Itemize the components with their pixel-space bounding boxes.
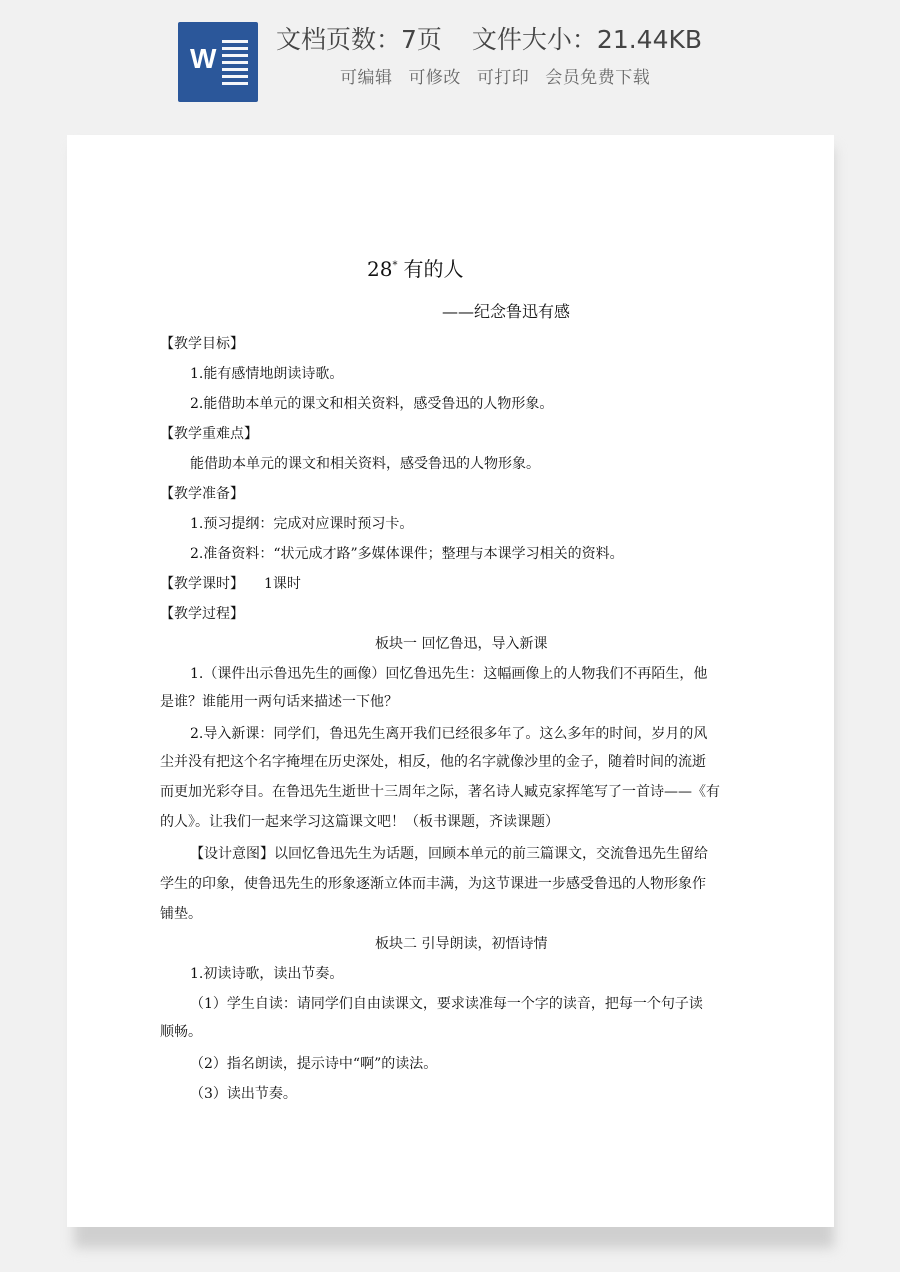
paragraph1-line1: 1.（课件出示鲁迅先生的画像）回忆鲁迅先生：这幅画像上的人物我们不再陌生，他 <box>190 666 708 682</box>
document-info-header <box>0 0 900 120</box>
word-icon-lines <box>222 40 248 89</box>
paragraph2-line1: 2.导入新课：同学们，鲁迅先生离开我们已经很多年了。这么多年的时间，岁月的风 <box>190 726 708 742</box>
key-item-1: 能借助本单元的课文和相关资料，感受鲁迅的人物形象。 <box>190 456 540 472</box>
lesson-title <box>367 253 463 282</box>
word-icon-letter: W <box>190 43 217 74</box>
prep-heading: 【教学准备】 <box>160 486 244 502</box>
feature-list <box>340 64 660 92</box>
paragraph2-line2: 尘并没有把这个名字掩埋在历史深处，相反，他的名字就像沙里的金子，随着时间的流逝 <box>160 754 706 770</box>
step1-sub3-line: （3）读出节奏。 <box>190 1086 297 1102</box>
process-heading: 【教学过程】 <box>160 606 244 622</box>
prep-item-1: 1.预习提纲：完成对应课时预习卡。 <box>190 516 414 532</box>
hours-label: 【教学课时】 <box>160 576 244 592</box>
design-intent-line2: 学生的印象，使鲁迅先生的形象逐渐立体而丰满，为这节课进一步感受鲁迅的人物形象作 <box>160 876 706 892</box>
goal-heading: 【教学目标】 <box>160 336 244 352</box>
prep-item-2: 2.准备资料：“状元成才路”多媒体课件；整理与本课学习相关的资料。 <box>190 546 624 562</box>
block2-title: 板块二 引导朗读，初悟诗情 <box>375 936 548 952</box>
goal-item-1: 1.能有感情地朗读诗歌。 <box>190 366 344 382</box>
design-intent-line1: 【设计意图】以回忆鲁迅先生为话题，回顾本单元的前三篇课文，交流鲁迅先生留给 <box>190 846 708 862</box>
step1-line: 1.初读诗歌，读出节奏。 <box>190 966 344 982</box>
feature-printable: 可打印 <box>476 68 530 88</box>
hours-value: 1课时 <box>264 576 301 592</box>
title-text: 有的人 <box>403 257 464 281</box>
title-number: 28 <box>367 257 393 281</box>
step1-sub2-line: （2）指名朗读，提示诗中“啊”的读法。 <box>190 1056 438 1072</box>
lesson-subtitle: ——纪念鲁迅有感 <box>442 302 571 321</box>
title-mark: * <box>392 260 398 272</box>
goal-item-2: 2.能借助本单元的课文和相关资料，感受鲁迅的人物形象。 <box>190 396 554 412</box>
design-intent-line3: 铺垫。 <box>160 906 202 922</box>
hours-heading <box>160 573 301 593</box>
file-size: 文件大小：21.44KB <box>471 25 703 54</box>
document-page <box>67 135 834 1227</box>
key-heading: 【教学重难点】 <box>160 426 258 442</box>
paragraph2-line4: 的人》。让我们一起来学习这篇课文吧！（板书课题，齐读课题） <box>160 814 559 830</box>
step1-sub1-line1: （1）学生自读：请同学们自由读课文，要求读准每一个字的读音，把每一个句子读 <box>190 996 703 1012</box>
block1-title: 板块一 回忆鲁迅，导入新课 <box>375 636 548 652</box>
feature-editable: 可编辑 <box>340 68 393 88</box>
word-document-icon <box>178 22 258 102</box>
file-stats <box>276 22 702 58</box>
step1-sub1-line2: 顺畅。 <box>160 1024 202 1040</box>
feature-modifiable: 可修改 <box>408 68 461 88</box>
paragraph1-line2: 是谁？谁能用一两句话来描述一下他？ <box>160 694 398 710</box>
page-count: 文档页数：7页 <box>276 25 442 54</box>
feature-member-download: 会员免费下载 <box>545 68 651 88</box>
paragraph2-line3: 而更加光彩夺目。在鲁迅先生逝世十三周年之际，著名诗人臧克家挥笔写了一首诗——《有 <box>160 784 720 800</box>
